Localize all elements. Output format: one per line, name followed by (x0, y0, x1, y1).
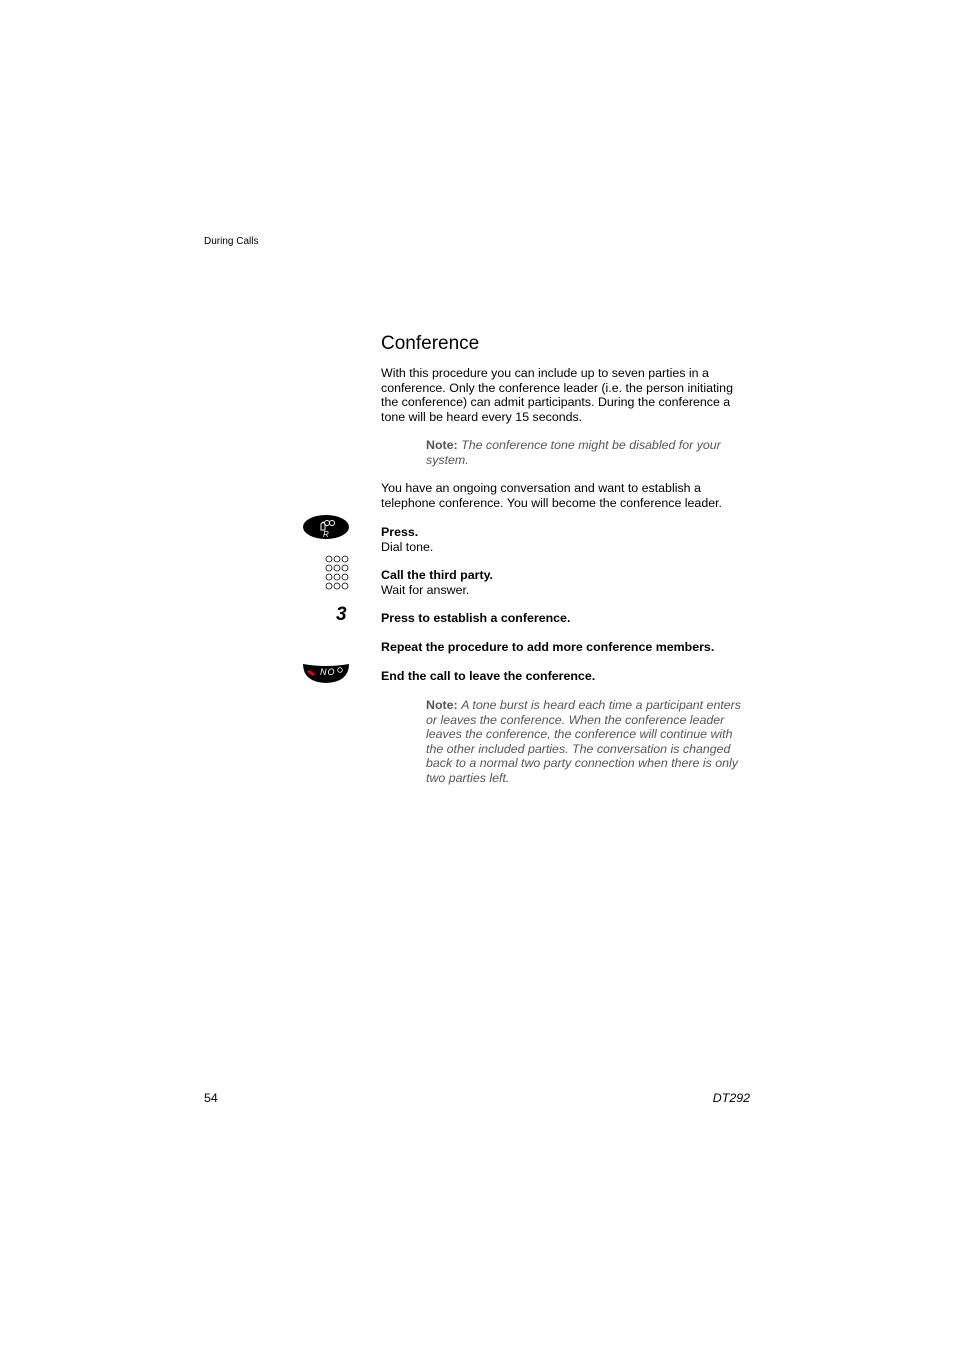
no-key-icon (302, 662, 350, 684)
step-action: Call the third party. (381, 568, 493, 582)
svg-text:R: R (323, 530, 329, 539)
note-label: Note: (426, 698, 458, 712)
running-header: During Calls (204, 236, 259, 247)
page-number: 54 (204, 1091, 218, 1105)
step-action: Repeat the procedure to add more conference members. (381, 640, 715, 654)
intro-paragraph: With this procedure you can include up to seven parties in a conference. Only the conference leader (i.e. the person initiating the conference) can admit participants. During the conference a tone will be heard every 15 seconds. (381, 366, 733, 424)
step-end-call (381, 669, 751, 684)
step-establish-conference (381, 611, 751, 626)
step-result: Dial tone. (381, 539, 434, 554)
model-name: DT292 (712, 1091, 750, 1105)
digit-3-key: 3 (336, 604, 347, 625)
note-text: The conference tone might be disabled for your system. (426, 438, 721, 467)
step-result: Wait for answer. (381, 582, 470, 597)
step-press (381, 525, 751, 554)
note-label: Note: (426, 438, 458, 452)
step-action: End the call to leave the conference. (381, 669, 596, 683)
note-text: A tone burst is heard each time a participant enters or leaves the conference. When the conference leader leaves the conference, the conference will continue with the other included parties. The conversation is changed back to a normal two party connection when there is only two parties left. (426, 698, 741, 785)
inquiry-r-key-icon (302, 514, 350, 540)
note-conference-tone (426, 438, 752, 467)
keypad-icon (325, 555, 351, 591)
note-tone-burst (426, 698, 752, 786)
situation-paragraph: You have an ongoing conversation and want to establish a telephone conference. You will become the conference leader. (381, 481, 722, 510)
page-title: Conference (381, 333, 480, 354)
step-repeat (381, 640, 751, 655)
step-call-third-party (381, 568, 751, 597)
step-action: Press to establish a conference. (381, 611, 571, 625)
step-action: Press. (381, 525, 419, 539)
no-key-label: NO (320, 667, 336, 677)
